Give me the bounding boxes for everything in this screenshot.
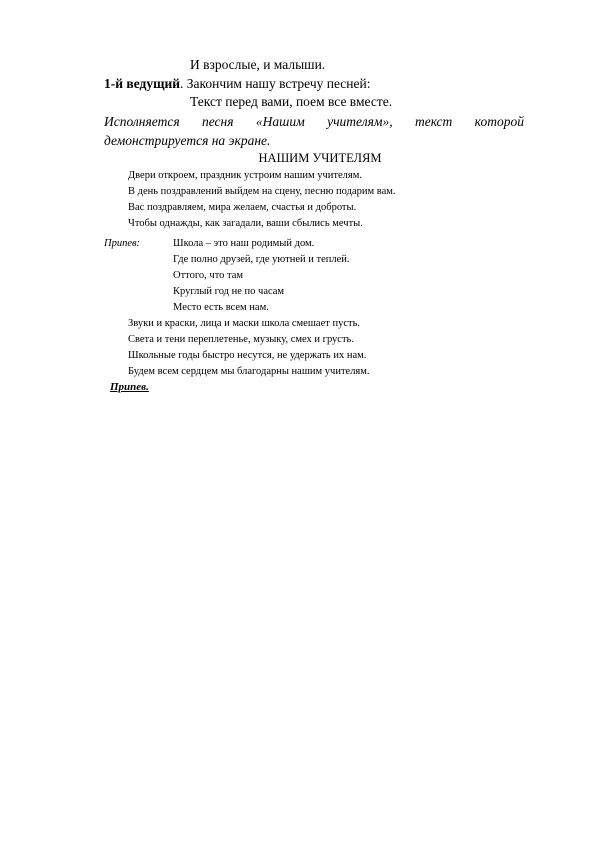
intro-line: И взрослые, и малыши. xyxy=(190,57,326,72)
speaker-name: 1-й ведущий xyxy=(104,76,181,91)
refrain-label: Припев: xyxy=(104,238,141,249)
verse-line: Чтобы однажды, как загадали, ваши сбылись мечты. xyxy=(128,218,363,229)
verse-line: Двери откроем, праздник устроим нашим учителям. xyxy=(128,170,362,181)
refrain-line: Где полно друзей, где уютней и теплей. xyxy=(173,254,350,265)
song-title: НАШИМ УЧИТЕЛЯМ xyxy=(258,151,382,165)
speaker-line xyxy=(104,76,370,92)
refrain-line: Школа – это наш родимый дом. xyxy=(173,238,315,249)
intro-line: Текст перед вами, поем все вместе. xyxy=(190,94,393,109)
verse-line: Вас поздравляем, мира желаем, счастья и доброты. xyxy=(128,202,357,213)
speaker-speech: . Закончим нашу встречу песней: xyxy=(180,76,371,91)
verse-line: Света и тени переплетенье, музыку, смех и грусть. xyxy=(128,334,354,345)
verse-line: Будем всем сердцем мы благодарны нашим учителям. xyxy=(128,366,370,377)
refrain-line: Круглый год не по часам xyxy=(173,286,285,297)
refrain-line: Оттого, что там xyxy=(173,270,244,281)
verse-line: Звуки и краски, лица и маски школа смешает пусть. xyxy=(128,318,360,329)
refrain-repeat: Припев. xyxy=(110,381,149,393)
verse-line: В день поздравлений выйдем на сцену, песню подарим вам. xyxy=(128,186,396,197)
refrain-line: Место есть всем нам. xyxy=(173,302,269,313)
stage-note: Исполняется песня «Нашим учителям», текст которой демонстрируется на экране. xyxy=(104,114,524,148)
verse-line: Школьные годы быстро несутся, не удержать их нам. xyxy=(128,350,367,361)
